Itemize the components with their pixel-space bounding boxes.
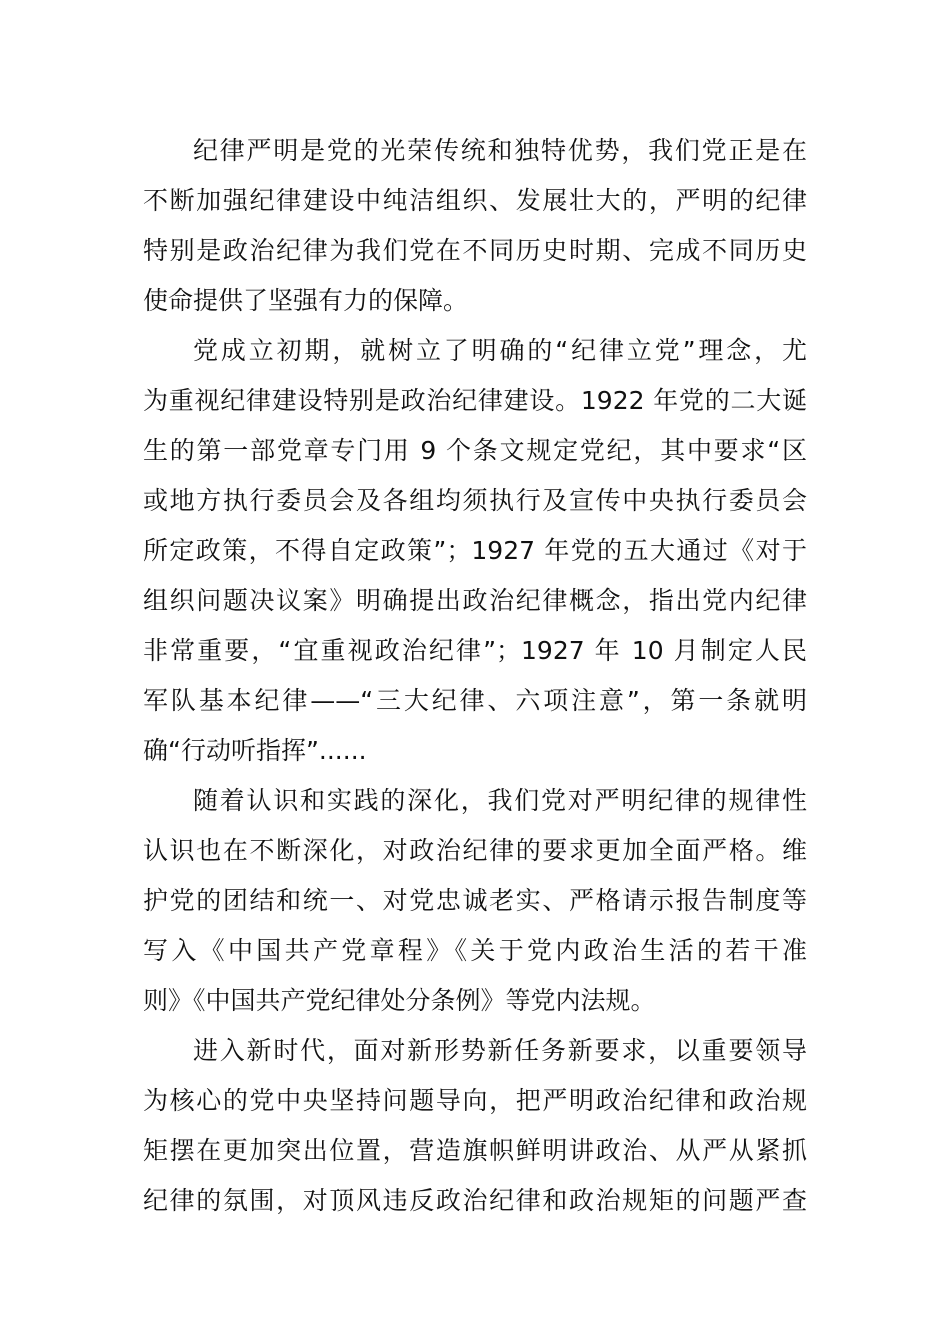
text-line: 非常重要，“宜重视政治纪律”；1927 年 10 月制定人民 (143, 636, 807, 665)
text-line: 纪律的氛围，对顶风违反政治纪律和政治规矩的问题严查 (143, 1186, 807, 1215)
text-line: 生的第一部党章专门用 9 个条文规定党纪，其中要求“区 (143, 436, 807, 465)
text-line: 不断加强纪律建设中纯洁组织、发展壮大的，严明的纪律 (143, 186, 807, 215)
text-line: 则》《中国共产党纪律处分条例》等党内法规。 (143, 986, 656, 1015)
text-line: 进入新时代，面对新形势新任务新要求，以重要领导 (193, 1036, 807, 1065)
text-line: 党成立初期，就树立了明确的“纪律立党”理念，尤 (193, 336, 807, 365)
paragraph-4 (143, 1026, 807, 1226)
text-line: 纪律严明是党的光荣传统和独特优势，我们党正是在 (193, 136, 807, 165)
text-line: 写入《中国共产党章程》《关于党内政治生活的若干准 (143, 936, 807, 965)
text-line: 特别是政治纪律为我们党在不同历史时期、完成不同历史 (143, 236, 807, 265)
text-line: 或地方执行委员会及各组均须执行及宣传中央执行委员会 (143, 486, 807, 515)
document-body (143, 126, 807, 1226)
text-line: 为重视纪律建设特别是政治纪律建设。1922 年党的二大诞 (143, 386, 807, 415)
text-line: 使命提供了坚强有力的保障。 (143, 286, 469, 315)
paragraph-1 (143, 126, 807, 326)
text-line: 为核心的党中央坚持问题导向，把严明政治纪律和政治规 (143, 1086, 807, 1115)
text-line: 矩摆在更加突出位置，营造旗帜鲜明讲政治、从严从紧抓 (143, 1136, 807, 1165)
text-line: 军队基本纪律——“三大纪律、六项注意”，第一条就明 (143, 686, 807, 715)
text-line: 所定政策，不得自定政策”；1927 年党的五大通过《对于 (143, 536, 807, 565)
text-line: 护党的团结和统一、对党忠诚老实、严格请示报告制度等 (143, 886, 807, 915)
text-line: 随着认识和实践的深化，我们党对严明纪律的规律性 (193, 786, 807, 815)
paragraph-2 (143, 326, 807, 776)
text-line: 确“行动听指挥”...... (143, 736, 367, 765)
paragraph-3 (143, 776, 807, 1026)
text-line: 认识也在不断深化，对政治纪律的要求更加全面严格。维 (143, 836, 807, 865)
text-line: 组织问题决议案》明确提出政治纪律概念，指出党内纪律 (143, 586, 807, 615)
